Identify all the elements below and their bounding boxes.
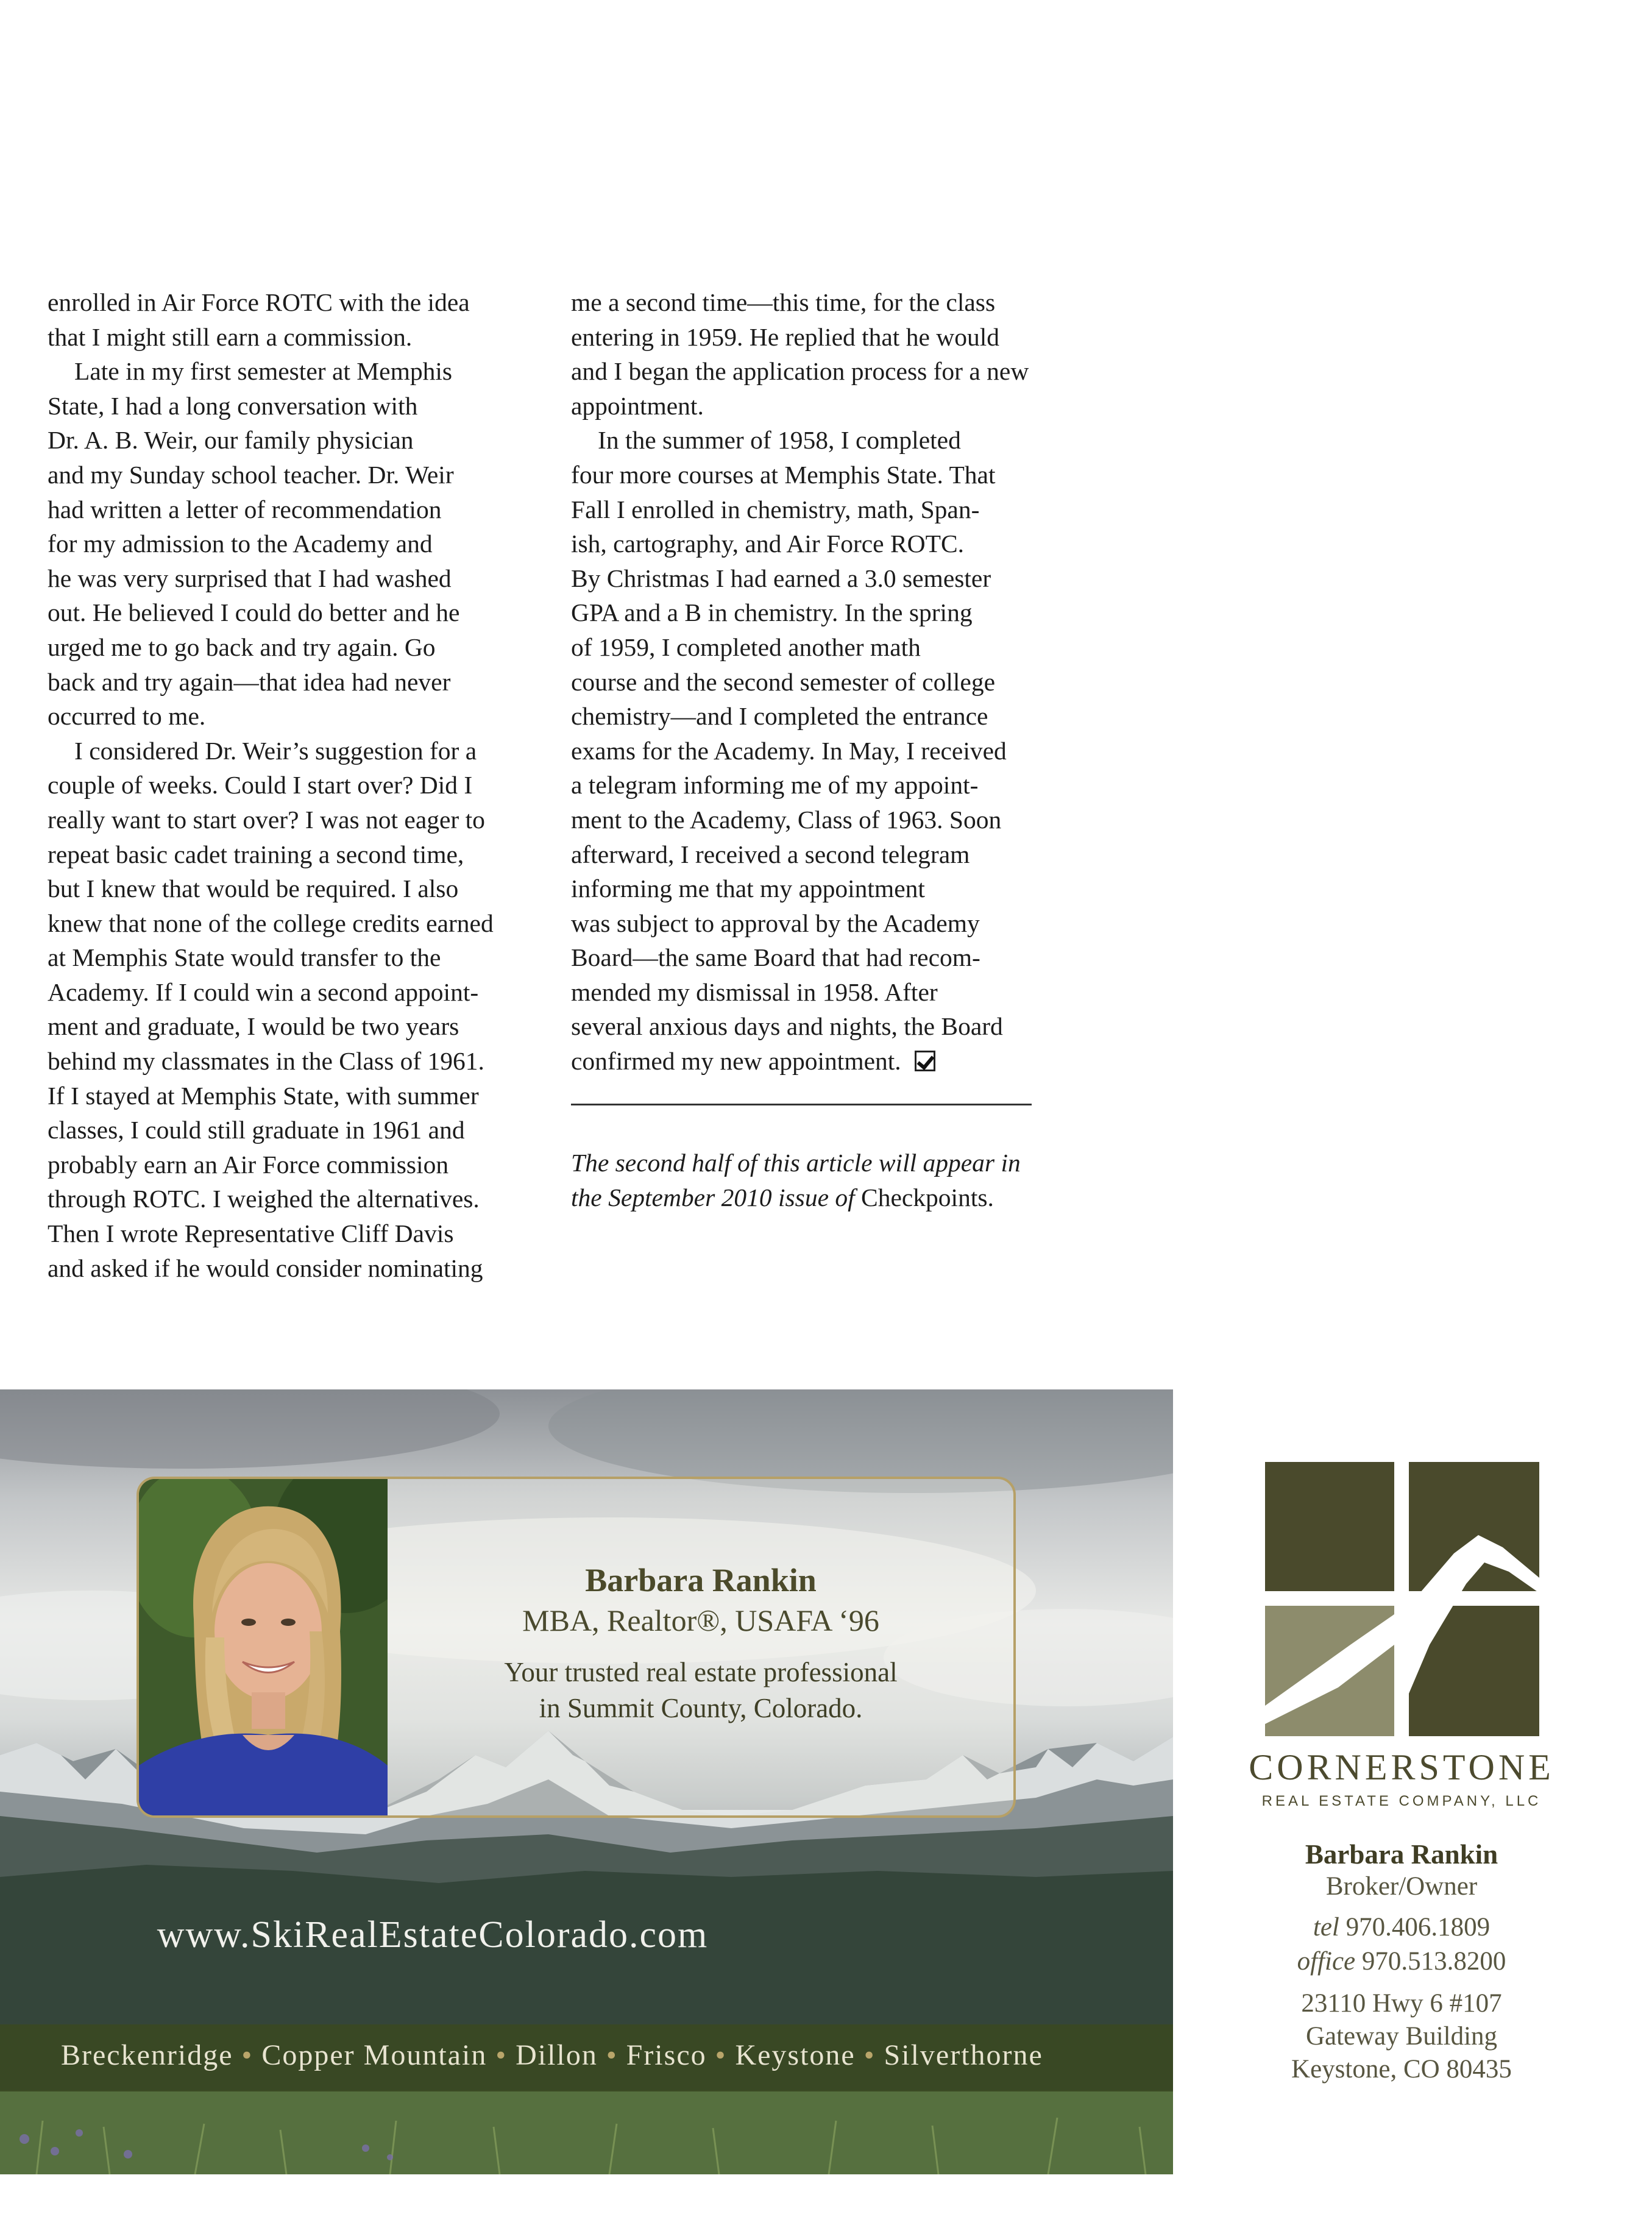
article-line: Academy. If I could win a second appoint-	[48, 977, 479, 1006]
town-name: Breckenridge	[61, 2039, 233, 2071]
mountain-window-icon	[1265, 1462, 1539, 1736]
town-name: Keystone	[735, 2039, 856, 2071]
article-line: was subject to approval by the Academy	[571, 909, 980, 937]
town-separator: •	[606, 2039, 618, 2071]
contact-title: Broker/Owner	[1325, 1872, 1478, 1901]
agent-tagline-line-1: Your trusted real estate professional	[504, 1657, 898, 1687]
article-line: probably earn an Air Force commission	[48, 1150, 449, 1179]
article-line: GPA and a B in chemistry. In the spring	[571, 598, 973, 627]
town-separator: •	[495, 2039, 508, 2071]
agent-portrait-photo	[139, 1479, 388, 1815]
article-line: and my Sunday school teacher. Dr. Weir	[48, 460, 454, 489]
town-name: Dillon	[516, 2039, 598, 2071]
article-line: occurred to me.	[48, 702, 206, 731]
town-separator: •	[715, 2039, 727, 2071]
article-line: but I knew that would be required. I also	[48, 874, 459, 903]
end-checkbox-icon	[915, 1051, 935, 1071]
article-line: out. He believed I could do better and he	[48, 598, 460, 627]
article-line: he was very surprised that I had washed	[48, 564, 452, 592]
article-line: four more courses at Memphis State. That	[571, 460, 996, 489]
article-line: a telegram informing me of my appoint-	[571, 771, 979, 800]
article-line: classes, I could still graduate in 1961 and	[48, 1116, 465, 1144]
website-link[interactable]: www.SkiRealEstateColorado.com	[157, 1914, 709, 1956]
agent-portrait-icon	[139, 1479, 388, 1815]
town-separator: •	[241, 2039, 253, 2071]
article-line: In the summer of 1958, I completed	[598, 426, 961, 455]
article-line: that I might still earn a commission.	[48, 322, 413, 351]
article-line: informing me that my appointment	[571, 874, 925, 903]
article-line: State, I had a long conversation with	[48, 391, 418, 420]
contact-phone	[1237, 1912, 1566, 1943]
article-line: If I stayed at Memphis State, with summer	[48, 1081, 479, 1110]
end-of-article-rule	[571, 1104, 1032, 1105]
article-line: me a second time—this time, for the class	[571, 288, 996, 316]
article-line: through ROTC. I weighed the alternatives.	[48, 1185, 480, 1213]
article-line: Dr. A. B. Weir, our family physician	[48, 426, 414, 455]
contact-name: Barbara Rankin	[1305, 1839, 1498, 1870]
town-name: Copper Mountain	[261, 2039, 487, 2071]
article-line: ment and graduate, I would be two years	[48, 1012, 459, 1041]
continuation-note-line-2	[571, 1180, 1058, 1215]
town-separator: •	[863, 2039, 876, 2071]
company-subtitle: REAL ESTATE COMPANY, LLC	[1261, 1793, 1542, 1809]
article-line: knew that none of the college credits earned	[48, 909, 494, 937]
article-paragraph	[48, 354, 535, 734]
article-paragraph	[48, 734, 535, 1286]
article-line: several anxious days and nights, the Board	[571, 1012, 1003, 1041]
article-line: enrolled in Air Force ROTC with the idea	[48, 288, 470, 316]
article-line: Late in my first semester at Memphis	[74, 357, 453, 386]
company-name: CORNERSTONE	[1249, 1747, 1555, 1787]
article-right-column	[571, 285, 1058, 1079]
article-line: back and try again—that idea had never	[48, 667, 451, 696]
continuation-note-line-1: The second half of this article will appear in	[571, 1149, 1021, 1177]
article-line: confirmed my new appointment.	[571, 1044, 1058, 1079]
contact-office-phone	[1237, 1946, 1566, 1978]
article-line: Board—the same Board that had recom-	[571, 943, 980, 972]
article-line: exams for the Academy. In May, I received	[571, 736, 1007, 765]
article-line: couple of weeks. Could I start over? Did I	[48, 771, 473, 800]
article-line: appointment.	[571, 391, 704, 420]
article-line: behind my classmates in the Class of 1961.	[48, 1047, 484, 1076]
article-line: ish, cartography, and Air Force ROTC.	[571, 530, 965, 558]
article-line: chemistry—and I completed the entrance	[571, 702, 988, 731]
office-number[interactable]: 970.513.8200	[1361, 1947, 1506, 1976]
office-label: office	[1297, 1947, 1356, 1976]
article-line: I considered Dr. Weir’s suggestion for a	[74, 736, 477, 765]
article-line: By Christmas I had earned a 3.0 semester	[571, 564, 991, 592]
article-line: urged me to go back and try again. Go	[48, 633, 436, 661]
article-line: entering in 1959. He replied that he would	[571, 322, 1000, 351]
article-line: and I began the application process for a new	[571, 357, 1029, 386]
article-line: afterward, I received a second telegram	[571, 840, 970, 868]
agent-credentials: MBA, Realtor®, USAFA ‘96	[522, 1603, 879, 1637]
article-line: Fall I enrolled in chemistry, math, Span-	[571, 495, 980, 523]
address-line-3: Keystone, CO 80435	[1291, 2055, 1512, 2084]
continuation-note-issue: the September 2010 issue of	[571, 1183, 862, 1211]
article-line: mended my dismissal in 1958. After	[571, 977, 938, 1006]
article-line: at Memphis State would transfer to the	[48, 943, 441, 972]
town-name: Frisco	[626, 2039, 707, 2071]
article-line: of 1959, I completed another math	[571, 633, 921, 661]
continuation-note	[571, 1146, 1058, 1215]
phone-label: tel	[1313, 1913, 1339, 1942]
publication-name: Checkpoints.	[861, 1183, 994, 1211]
address-line-2: Gateway Building	[1305, 2022, 1498, 2051]
town-name: Silverthorne	[884, 2039, 1043, 2071]
address-line-1: 23110 Hwy 6 #107	[1301, 1989, 1502, 2018]
article-line: repeat basic cadet training a second time,	[48, 840, 464, 868]
article-paragraph	[571, 285, 1058, 423]
phone-number[interactable]: 970.406.1809	[1345, 1913, 1491, 1942]
article-line: Then I wrote Representative Cliff Davis	[48, 1219, 454, 1248]
article-line: ment to the Academy, Class of 1963. Soon	[571, 805, 1002, 834]
article-line: really want to start over? I was not eager to	[48, 805, 485, 834]
article-line: and asked if he would consider nominating	[48, 1254, 483, 1282]
agent-name: Barbara Rankin	[585, 1562, 817, 1598]
towns-list	[61, 2038, 1043, 2072]
article-left-column	[48, 285, 535, 1285]
article-line: had written a letter of recommendation	[48, 495, 442, 523]
article-line: for my admission to the Academy and	[48, 530, 433, 558]
agent-tagline-line-2: in Summit County, Colorado.	[539, 1693, 863, 1723]
article-paragraph	[48, 285, 535, 354]
article-line: course and the second semester of college	[571, 667, 995, 696]
real-estate-advertisement	[0, 1389, 1173, 2174]
article-paragraph	[571, 423, 1058, 1078]
